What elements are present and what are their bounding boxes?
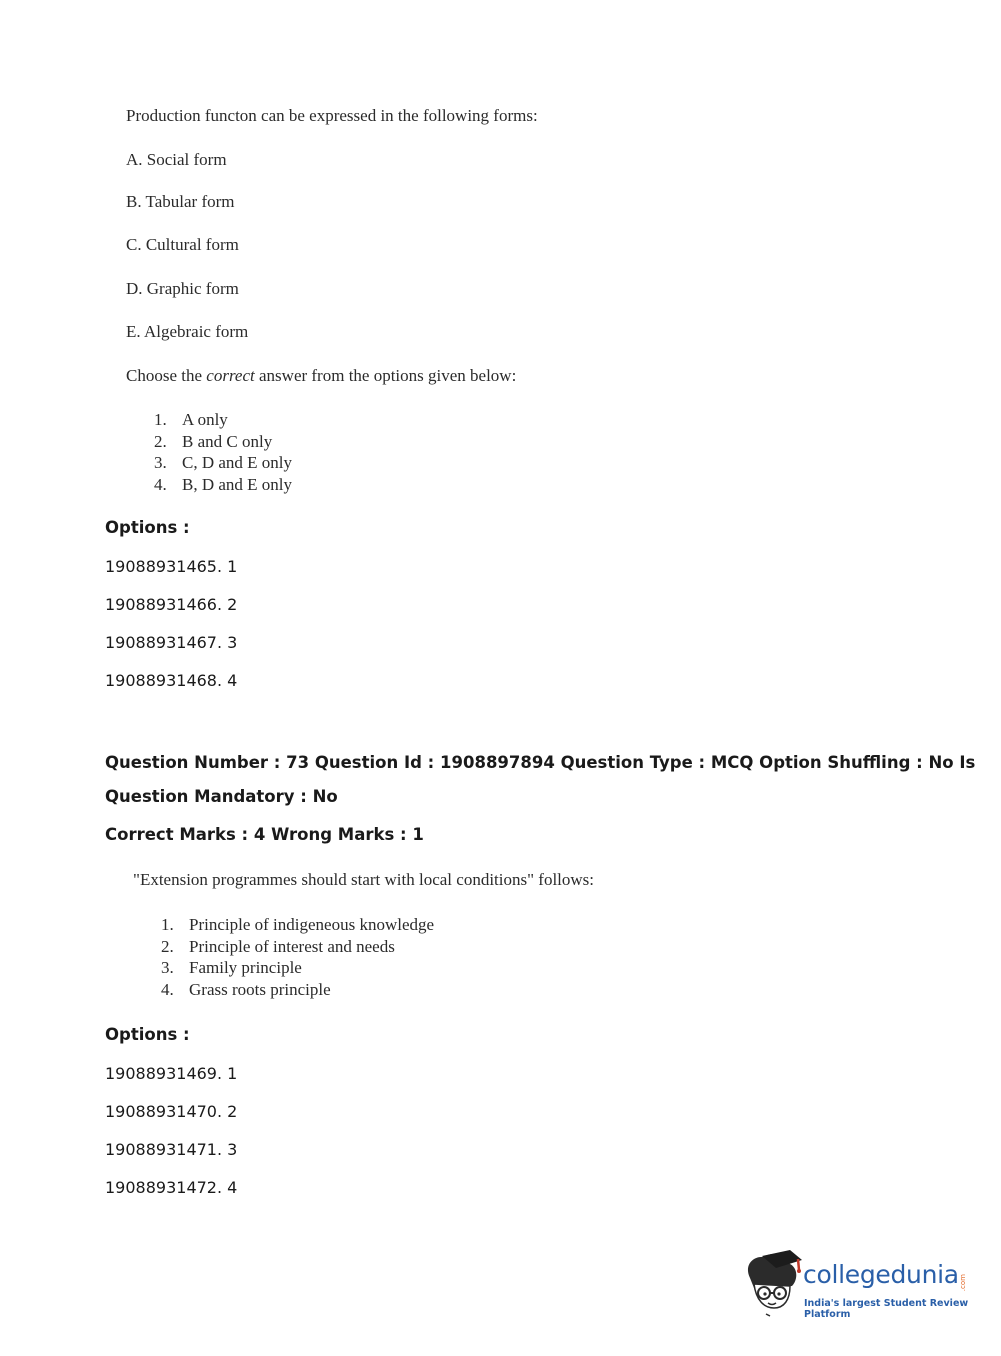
choice-number: 4. [161, 980, 174, 1000]
answer-choice [154, 409, 292, 431]
answer-choice [161, 957, 434, 979]
answer-choice [161, 936, 434, 958]
question-text: "Extension programmes should start with local conditions" follows: [133, 870, 595, 889]
option-item: 19088931470. 2 [105, 1102, 238, 1121]
question-meta-line: Question Number : 73 Question Id : 1908897894 Question Type : MCQ Option Shuffling : No Is [105, 753, 976, 772]
answer-choice [161, 914, 434, 936]
answer-choice [154, 474, 292, 496]
instruction-emphasis: correct [206, 366, 255, 385]
collegedunia-logo [742, 1248, 972, 1318]
options-heading: Options : [105, 1025, 190, 1044]
choice-text: Family principle [189, 958, 302, 978]
choice-text: Principle of interest and needs [189, 936, 395, 956]
mascot-icon [742, 1248, 804, 1318]
option-item: 19088931466. 2 [105, 595, 238, 614]
answer-choice [161, 979, 434, 1001]
option-item: 19088931472. 4 [105, 1178, 238, 1197]
choice-number: 3. [161, 958, 174, 978]
choice-number: 3. [154, 453, 167, 473]
option-item: 19088931467. 3 [105, 633, 238, 652]
choice-number: 1. [154, 410, 167, 429]
choice-number: 2. [154, 431, 167, 451]
choice-number: 4. [154, 475, 167, 495]
answer-choice [154, 452, 292, 474]
statement-a: A. Social form [126, 150, 227, 169]
answer-choice [154, 431, 292, 453]
option-item: 19088931468. 4 [105, 671, 238, 690]
instruction-pre: Choose the [126, 366, 207, 385]
choice-text: B and C only [182, 431, 273, 451]
instruction-text [126, 366, 516, 386]
options-heading: Options : [105, 518, 190, 537]
answer-choice-list [154, 409, 292, 496]
choice-number: 2. [161, 936, 174, 956]
statement-d: D. Graphic form [126, 279, 239, 298]
logo-wordmark: collegedunia [803, 1260, 959, 1289]
instruction-post: answer from the options given below: [254, 366, 517, 385]
choice-text: C, D and E only [182, 453, 293, 473]
question-meta-line: Question Mandatory : No [105, 787, 338, 806]
option-item: 19088931465. 1 [105, 557, 238, 576]
option-item: 19088931471. 3 [105, 1140, 238, 1159]
choice-text: A only [182, 410, 228, 429]
marks-line: Correct Marks : 4 Wrong Marks : 1 [105, 825, 424, 844]
question-text: Production functon can be expressed in the following forms: [126, 106, 538, 125]
logo-domain: .com [959, 1274, 967, 1292]
choice-number: 1. [161, 915, 174, 934]
choice-text: B, D and E only [182, 475, 293, 495]
choice-text: Principle of indigeneous knowledge [189, 915, 435, 934]
statement-c: C. Cultural form [126, 235, 239, 254]
logo-tagline: India's largest Student Review Platform [804, 1298, 969, 1320]
statement-b: B. Tabular form [126, 192, 235, 211]
statement-e: E. Algebraic form [126, 322, 249, 341]
option-item: 19088931469. 1 [105, 1064, 238, 1083]
answer-choice-list [161, 914, 434, 1001]
choice-text: Grass roots principle [189, 980, 331, 1000]
